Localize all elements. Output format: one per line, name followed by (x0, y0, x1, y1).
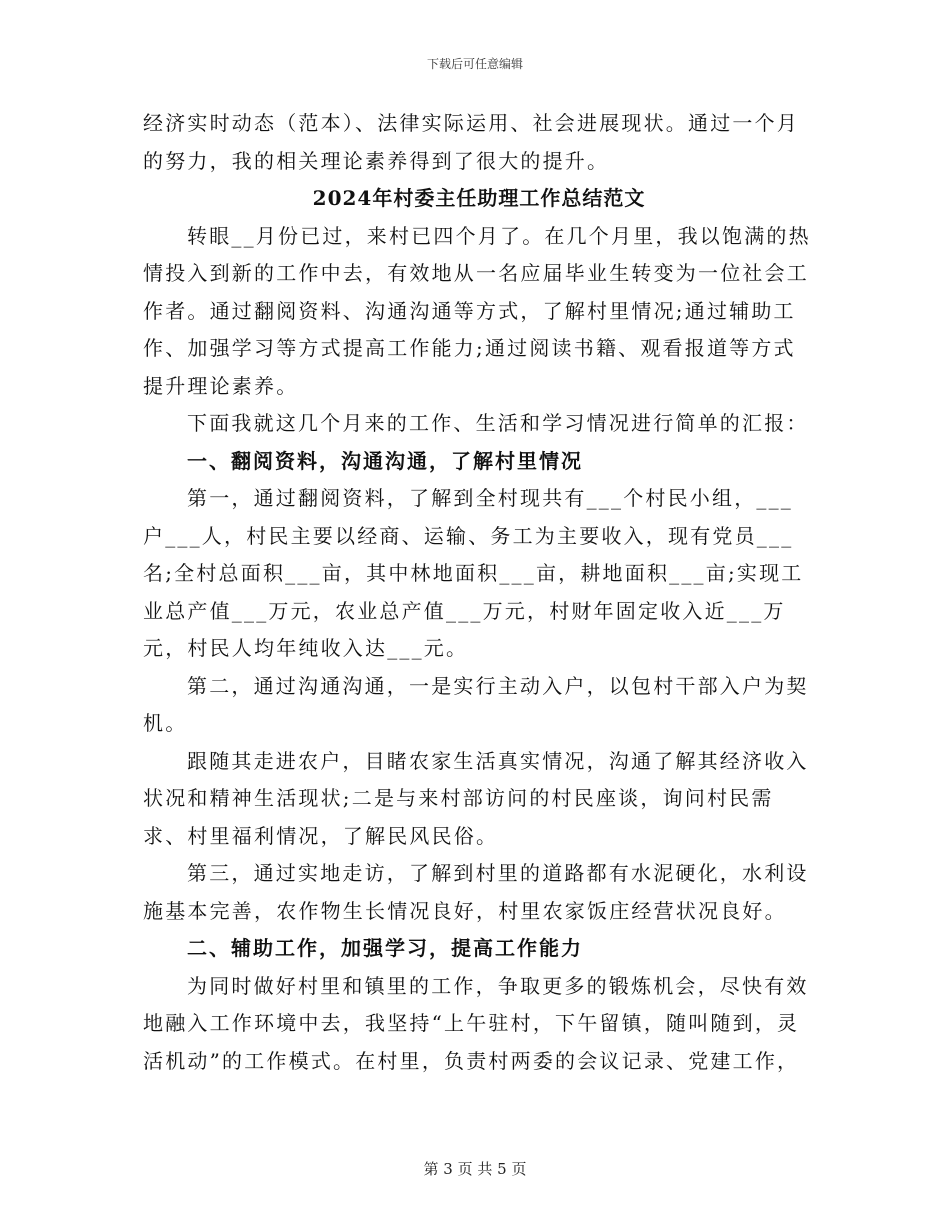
paragraph-second: 第二，通过沟通沟通，一是实行主动入户，以包村干部入户为契机。 (143, 673, 809, 735)
paragraph-report: 下面我就这几个月来的工作、生活和学习情况进行简单的汇报： (187, 411, 809, 435)
section-heading-2: 二、辅助工作，加强学习，提高工作能力 (187, 936, 583, 960)
document-body (143, 105, 815, 1080)
paragraph-continued: 经济实时动态（范本）、法律实际运用、社会进展现状。通过一个月的努力，我的相关理论素养得到了很大的提升。 (143, 111, 799, 173)
paragraph-third: 第三，通过实地走访，了解到村里的道路都有水泥硬化，水利设施基本完善，农作物生长情况良好，村里农家饭庄经营状况良好。 (143, 861, 809, 923)
header-note: 下载后可任意编辑 (426, 57, 523, 71)
paragraph-intro: 转眼__月份已过，来村已四个月了。在几个月里，我以饱满的热情投入到新的工作中去，有效地从一名应届毕业生转变为一位社会工作者。通过翻阅资料、沟通沟通等方式，了解村里情况;通过辅助工作、加强学习等方式提高工作能力;通过阅读书籍、观看报道等方式提升理论素养。 (143, 223, 811, 398)
document-title: 2024年村委主任助理工作总结范文 (312, 186, 646, 210)
paragraph-work-mode: 为同时做好村里和镇里的工作，争取更多的锻炼机会，尽快有效地融入工作环境中去，我坚持“上午驻村，下午留镇，随叫随到，灵活机动”的工作模式。在村里，负责村两委的会议记录、党建工作， (143, 973, 809, 1073)
paragraph-first: 第一，通过翻阅资料，了解到全村现共有___个村民小组，___户___人，村民主要以经商、运输、务工为主要收入，现有党员___名;全村总面积___亩，其中林地面积___亩，耕地面积___亩;实现工业总产值___万元，农业总产值___万元，村财年固定收入近___万元，村民人均年纯收入达___元。 (143, 486, 804, 660)
page-number: 第 3 页 共 5 页 (423, 1160, 527, 1178)
section-heading-1: 一、翻阅资料，沟通沟通，了解村里情况 (187, 448, 583, 473)
paragraph-follow: 跟随其走进农户，目睹农家生活真实情况，沟通了解其经济收入状况和精神生活现状;二是与来村部访问的村民座谈，询问村民需求、村里福利情况，了解民风民俗。 (143, 748, 809, 848)
